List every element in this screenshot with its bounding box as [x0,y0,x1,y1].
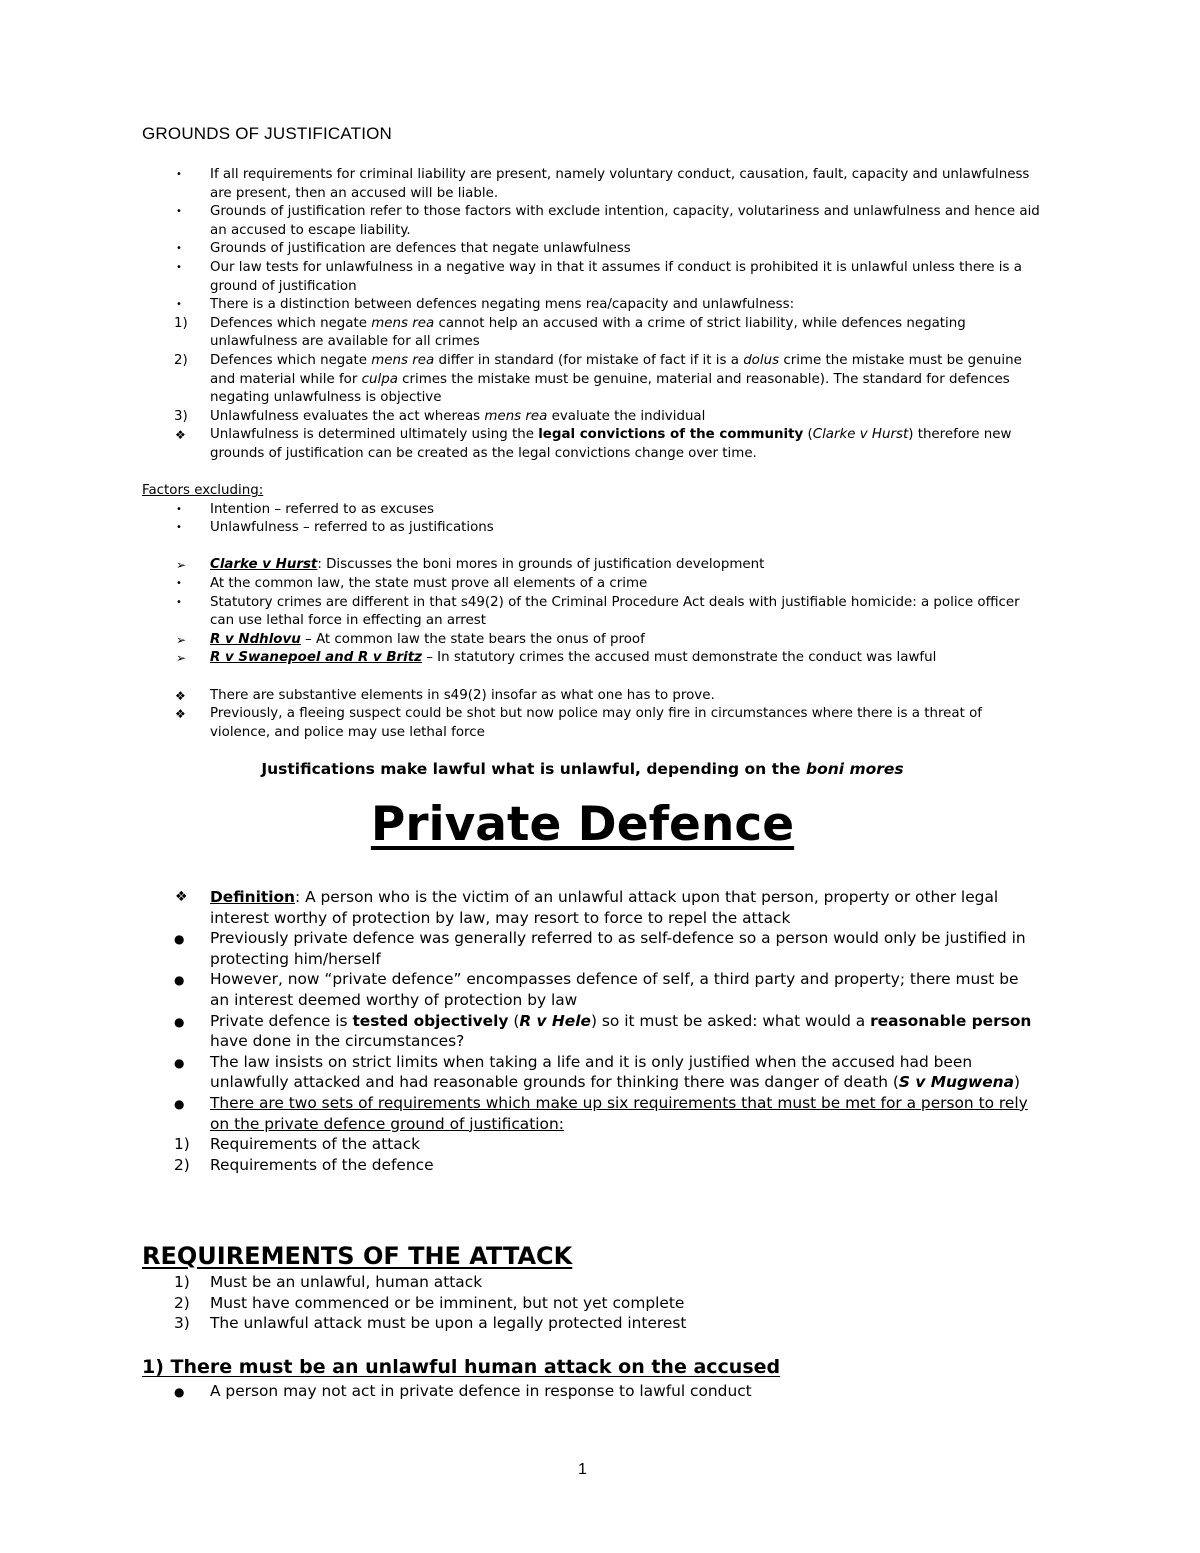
list-item [142,259,1042,296]
numbered-item: 2) Requirements of the defence [174,1155,434,1174]
unlawful-attack-section [142,1381,1037,1402]
bullet-icon: ● [174,973,185,988]
list-item [142,240,1042,259]
bullet-icon: ● [174,1096,185,1111]
list-item: • Statutory crimes are different in that s49(2) of the Criminal Procedure Act deals with justifiable homicide: a police officer can use lethal force in effecting an arrest [176,594,1020,629]
bullet-icon: ● [174,1055,185,1070]
numbered-item: 1) Defences which negate mens rea cannot help an accused with a crime of strict liability, while defences negating unlawfulness are available for all crimes [174,315,966,350]
numbered-item: 2) Defences which negate mens rea differ in standard (for mistake of fact if it is a dolus crime the mistake must be genuine and material while for culpa crimes the mistake must be genuine, material and reasonable). The standard for defences negating unlawfulness is objective [174,352,1022,406]
definition-item: ❖ Definition: A person who is the victim of an unlawful attack upon that person, property or other legal interest worthy of protection by law, may resort to force to repel the attack [175,888,999,927]
list-item: ❖ Previously, a fleeing suspect could be shot but now police may only fire in circumstances where there is a threat of violence, and police may use lethal force [175,706,983,740]
bullet-icon: • [176,503,182,515]
list-item-text: There is a distinction between defences negating mens rea/capacity and unlawfulness: [210,297,795,313]
list-item: • Unlawfulness – referred to as justifications [142,519,1042,538]
item-number: 3) [174,408,188,424]
private-defence-section [142,887,1037,1175]
bullet-icon: • [176,169,182,180]
case-item-swanepoel: ➢ R v Swanepoel and R v Britz – In statutory crimes the accused must demonstrate the conduct was lawful [142,649,1042,668]
list-item: ● There are two sets of requirements which make up six requirements that must be met for a person to rely on the private defence ground of justification: [174,1093,1028,1133]
grounds-heading: GROUNDS OF JUSTIFICATION [142,124,393,143]
list-item: ● Private defence is tested objectively (R v Hele) so it must be asked: what would a reasonable person have done in the circumstances? [174,1011,1032,1051]
diamond-bullet-icon: ❖ [175,707,186,722]
diamond-bullet-icon: ❖ [175,889,188,905]
unlawful-attack-heading: 1) There must be an unlawful human attack on the accused [142,1356,781,1378]
bullet-icon: • [176,578,182,590]
arrow-bullet-icon: ➢ [176,632,187,647]
list-item: • Intention – referred to as excuses [142,501,1042,520]
numbered-item: 2) Must have commenced or be imminent, but not yet complete [174,1293,685,1312]
requirements-list [142,1272,1037,1334]
item-number: 2) [174,352,188,368]
diamond-bullet-icon: ❖ [175,428,186,443]
bullet-icon: ● [174,932,185,947]
requirements-heading: REQUIREMENTS OF THE ATTACK [142,1242,573,1270]
list-item-text: Grounds of justification refer to those factors with exclude intention, capacity, volutariness and unlawfulness and hence aid an accused to escape liability. [210,204,1040,238]
factors-label: Factors excluding: [142,483,264,499]
list-item-text: Our law tests for unlawfulness in a negative way in that it assumes if conduct is prohibited it is unlawful unless there is a ground of justification [210,259,1022,294]
bullet-icon: • [176,299,182,311]
case-item-clarke: ➢ Clarke v Hurst: Discusses the boni mores in grounds of justification development [142,556,1042,575]
bullet-icon: • [176,522,182,534]
bullet-icon: • [176,261,182,273]
list-item-text: Grounds of justification are defences that negate unlawfulness [210,241,631,257]
bullet-icon: ● [174,1385,185,1399]
list-item: ❖ There are substantive elements in s49(2) insofar as what one has to prove. [142,687,1042,706]
list-item: • At the common law, the state must prove all elements of a crime [142,575,1042,594]
list-item: ● A person may not act in private defence in response to lawful conduct [142,1381,1037,1402]
item-number: 1) [174,1273,190,1291]
list-item: ● The law insists on strict limits when taking a life and it is only justified when the accused had been unlawfully attacked and had reasonable grounds for thinking there was danger of death (S v Mugwena) [174,1052,1021,1092]
item-number: 1) [174,1135,190,1154]
list-item [142,166,1042,203]
case-item-ndhlovu: ➢ R v Ndhlovu – At common law the state bears the onus of proof [142,631,1042,650]
grounds-section [142,166,1042,742]
bullet-icon: ● [174,1014,185,1029]
list-item: ❖ Unlawfulness is determined ultimately using the legal convictions of the community (Clarke v Hurst) therefore new grounds of justification can be created as the legal convictions change over time. [175,427,1012,461]
item-number: 1) [174,315,188,331]
justification-statement: Justifications make lawful what is unlawful, depending on the boni mores [261,760,904,778]
bullet-icon: • [176,206,182,218]
list-item [142,203,1042,240]
bullet-icon: • [176,596,182,608]
item-number: 3) [174,1314,190,1333]
diamond-bullet-icon: ❖ [175,688,186,703]
list-item [142,296,1042,315]
arrow-bullet-icon: ➢ [176,651,187,666]
item-number: 2) [174,1293,190,1312]
numbered-item: 3) The unlawful attack must be upon a legally protected interest [174,1314,687,1333]
bullet-icon: • [176,243,182,255]
list-item: ● However, now “private defence” encompasses defence of self, a third party and property; there must be an interest deemed worthy of protection by law [174,970,1019,1009]
numbered-item: 1) Must be an unlawful, human attack [174,1273,483,1291]
item-number: 2) [174,1155,190,1174]
list-item: ● Previously private defence was generally referred to as self-defence so a person would only be justified in protecting him/herself [174,929,1026,968]
numbered-item: 1) Requirements of the attack [174,1135,421,1154]
private-defence-title: Private Defence [370,797,795,852]
page-number: 1 [578,1461,587,1478]
list-item-text: If all requirements for criminal liability are present, namely voluntary conduct, causation, fault, capacity and unlawfulness are present, then an accused will be liable. [210,167,1030,201]
numbered-item: 3) Unlawfulness evaluates the act whereas mens rea evaluate the individual [142,408,1042,427]
arrow-bullet-icon: ➢ [176,558,187,573]
